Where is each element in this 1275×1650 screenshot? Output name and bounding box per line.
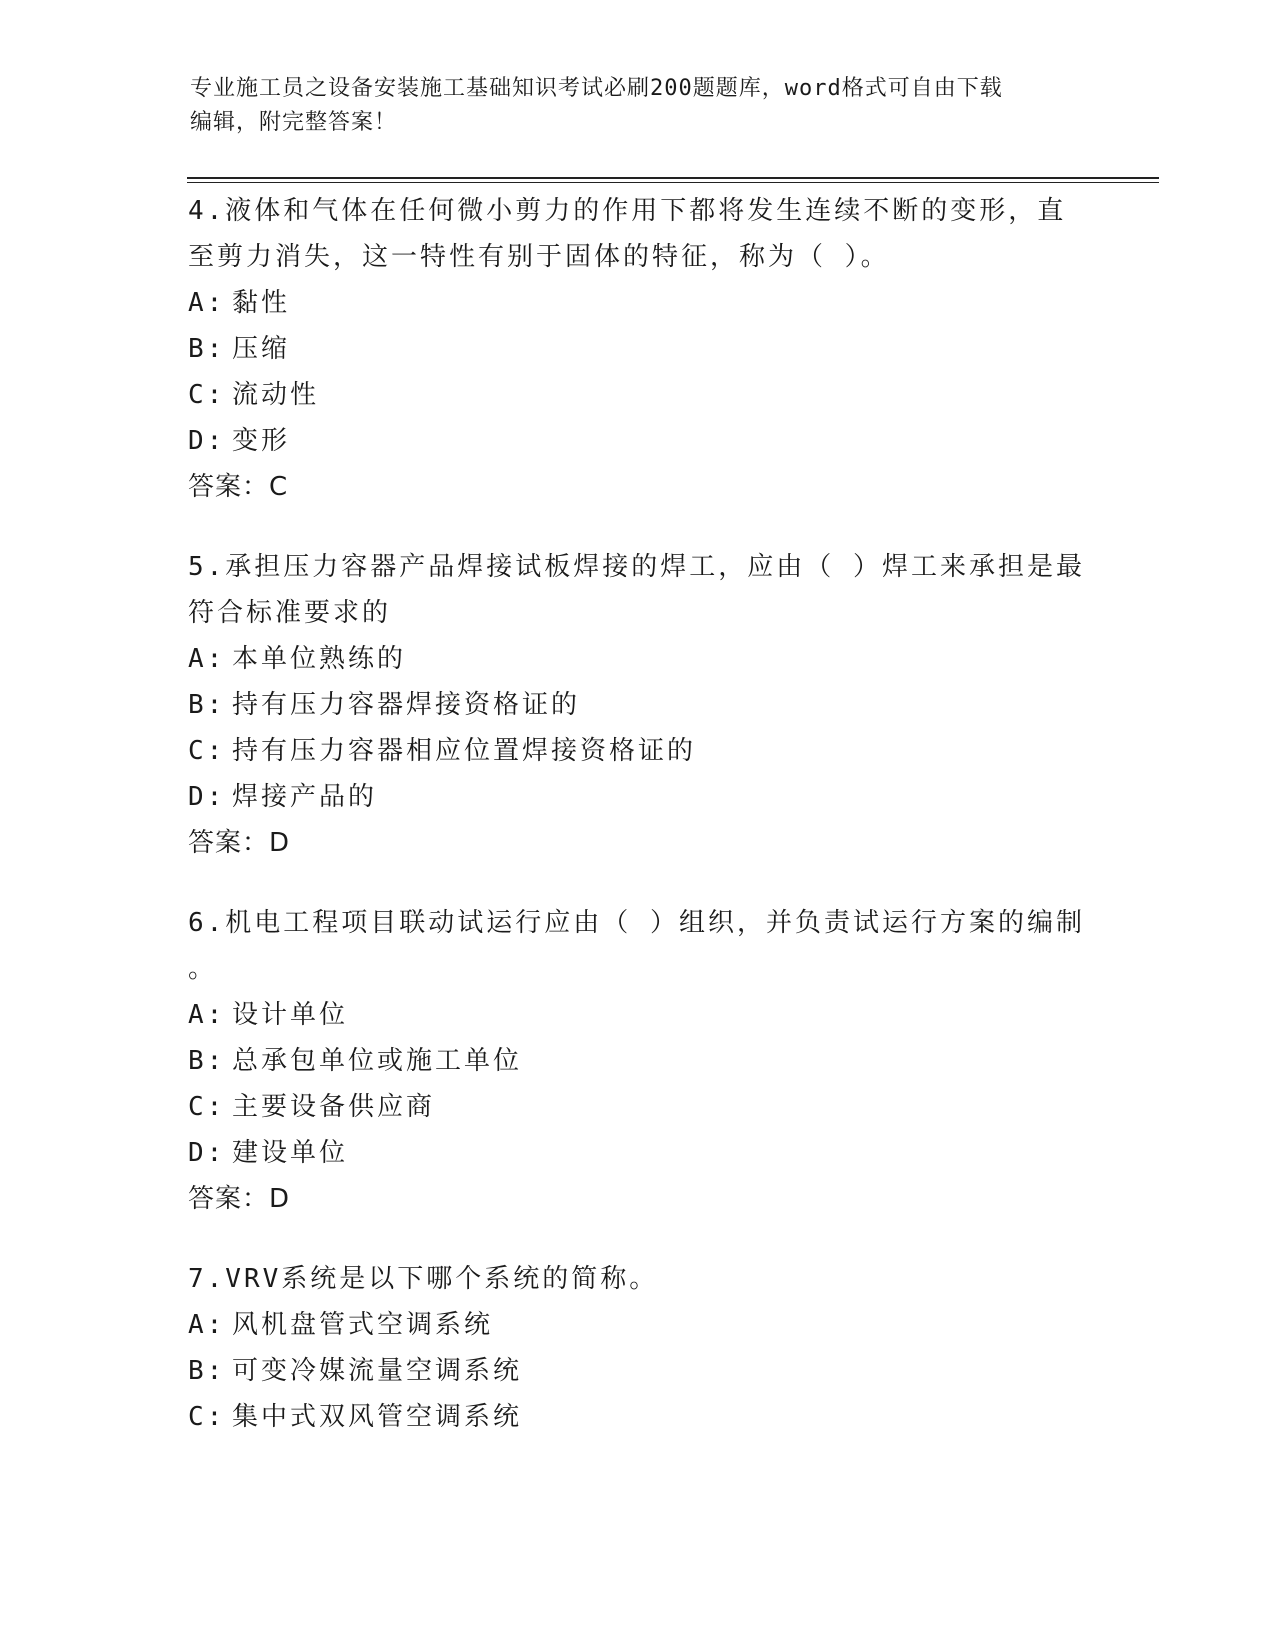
option-b	[188, 1038, 1088, 1084]
option-text: 持有压力容器相应位置焊接资格证的	[232, 736, 697, 766]
option-b	[188, 326, 1088, 372]
question-6	[188, 900, 1088, 1222]
question-4	[188, 188, 1088, 510]
option-text: 主要设备供应商	[232, 1092, 436, 1122]
question-text-line: 6.机电工程项目联动试运行应由（ ）组织，并负责试运行方案的编制	[188, 908, 1085, 938]
option-c	[188, 372, 1088, 418]
option-text: 流动性	[232, 380, 320, 410]
option-a	[188, 636, 1088, 682]
answer-line: 答案：D	[188, 828, 291, 858]
option-text: 焊接产品的	[232, 782, 378, 812]
answer-line: 答案：C	[188, 472, 289, 502]
question-text-line: 。	[188, 954, 218, 984]
option-letter: D:	[188, 782, 226, 812]
option-a	[188, 1302, 1088, 1348]
option-a	[188, 992, 1088, 1038]
option-text: 持有压力容器焊接资格证的	[232, 690, 581, 720]
question-5	[188, 544, 1088, 866]
option-d	[188, 1130, 1088, 1176]
option-letter: B:	[188, 1356, 226, 1386]
option-letter: A:	[188, 1310, 226, 1340]
option-letter: A:	[188, 644, 226, 674]
answer-line: 答案：D	[188, 1184, 291, 1214]
header-title-line-2: 编辑，附完整答案！	[190, 110, 398, 135]
option-letter: B:	[188, 690, 226, 720]
option-letter: C:	[188, 1092, 226, 1122]
question-text-line: 4.液体和气体在任何微小剪力的作用下都将发生连续不断的变形，直	[188, 196, 1067, 226]
option-text: 设计单位	[232, 1000, 349, 1030]
option-c	[188, 1084, 1088, 1130]
option-c	[188, 728, 1088, 774]
option-text: 可变冷媒流量空调系统	[232, 1356, 523, 1386]
question-text-line: 符合标准要求的	[188, 598, 392, 628]
option-letter: C:	[188, 1402, 226, 1432]
option-b	[188, 682, 1088, 728]
option-d	[188, 418, 1088, 464]
question-list	[188, 188, 1088, 1474]
option-letter: B:	[188, 334, 226, 364]
option-text: 风机盘管式空调系统	[232, 1310, 494, 1340]
option-c	[188, 1394, 1088, 1440]
question-7	[188, 1256, 1088, 1440]
question-text-line: 5.承担压力容器产品焊接试板焊接的焊工，应由（ ）焊工来承担是最	[188, 552, 1085, 582]
option-b	[188, 1348, 1088, 1394]
option-text: 黏性	[232, 288, 291, 318]
option-letter: B:	[188, 1046, 226, 1076]
option-text: 集中式双风管空调系统	[232, 1402, 523, 1432]
option-letter: C:	[188, 736, 226, 766]
option-text: 建设单位	[232, 1138, 349, 1168]
header-divider-thin	[187, 182, 1159, 183]
option-letter: D:	[188, 426, 226, 456]
header-title-line-1: 专业施工员之设备安装施工基础知识考试必刷200题题库，word格式可自由下载	[190, 76, 1003, 101]
question-text-line: 至剪力消失，这一特性有别于固体的特征，称为（ ）。	[188, 242, 890, 272]
document-header	[190, 72, 1090, 140]
option-letter: D:	[188, 1138, 226, 1168]
option-a	[188, 280, 1088, 326]
option-text: 总承包单位或施工单位	[232, 1046, 523, 1076]
option-d	[188, 774, 1088, 820]
option-letter: C:	[188, 380, 226, 410]
header-divider-thick	[187, 177, 1159, 179]
option-text: 压缩	[232, 334, 291, 364]
question-text-line: 7.VRV系统是以下哪个系统的简称。	[188, 1264, 659, 1294]
option-letter: A:	[188, 1000, 226, 1030]
option-text: 变形	[232, 426, 291, 456]
option-text: 本单位熟练的	[232, 644, 407, 674]
option-letter: A:	[188, 288, 226, 318]
